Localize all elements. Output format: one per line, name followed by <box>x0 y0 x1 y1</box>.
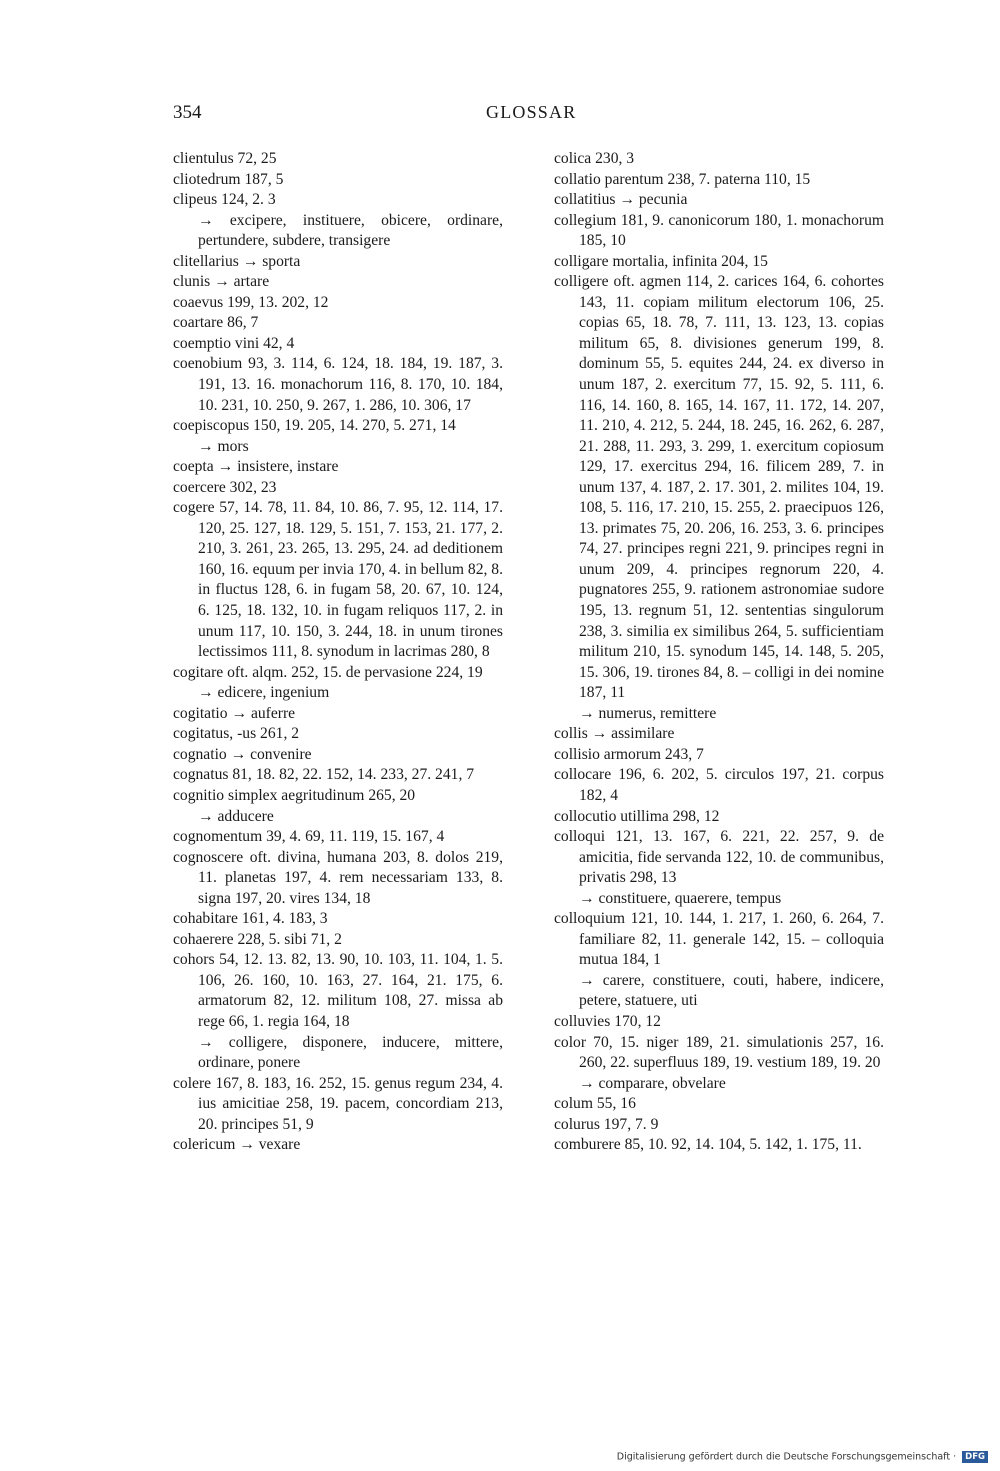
glossary-entry: color 70, 15. niger 189, 21. simulationis 257, 16. 260, 22. superfluus 189, 19. vestium 189, 19. 20 <box>554 1033 884 1072</box>
glossary-column-right <box>554 149 884 1156</box>
glossary-entry: cognatus 81, 18. 82, 22. 152, 14. 233, 27. 241, 7 <box>173 766 475 784</box>
glossary-entry: colurus 197, 7. 9 <box>554 1115 659 1133</box>
glossary-entry: cohaerere 228, 5. sibi 71, 2 <box>173 930 342 948</box>
glossary-entry: cogitatio → auferre <box>173 704 296 722</box>
glossary-entry: coenobium 93, 3. 114, 6. 124, 18. 184, 19. 187, 3. 191, 13. 16. monachorum 116, 8. 170, 10. 184, 10. 231, 10. 250, 9. 267, 1. 286, 10. 306, 17 <box>173 355 503 414</box>
glossary-entry: coaevus 199, 13. 202, 12 <box>173 293 329 311</box>
cross-reference: → carere, constituere, couti, habere, indicere, petere, statuere, uti <box>579 971 884 1010</box>
glossary-entry: colligare mortalia, infinita 204, 15 <box>554 252 768 270</box>
glossary-entry: colere 167, 8. 183, 16. 252, 15. genus regum 234, 4. ius amicitiae 258, 19. pacem, concordiam 213, 20. principes 51, 9 <box>173 1074 503 1133</box>
glossary-entry: colloqui 121, 13. 167, 6. 221, 22. 257, 9. de amicitia, fide servanda 122, 10. de communibus, privatis 298, 13 <box>554 828 884 887</box>
glossary-entry: coercere 302, 23 <box>173 478 277 496</box>
cross-reference: → mors <box>198 437 249 455</box>
cross-reference: → constituere, quaerere, tempus <box>579 889 782 907</box>
glossary-column-left <box>173 149 503 1156</box>
glossary-entry: colum 55, 16 <box>554 1095 636 1113</box>
footer-text: Digitalisierung gefördert durch die Deutsche Forschungsgemeinschaft · <box>616 1451 957 1463</box>
glossary-entry: collatitius → pecunia <box>554 191 688 209</box>
glossary-entry: clipeus 124, 2. 3 <box>173 191 276 209</box>
cross-reference: → edicere, ingenium <box>198 684 330 702</box>
glossary-entry: coepta → insistere, instare <box>173 458 339 476</box>
cross-reference: → excipere, instituere, obicere, ordinare, pertundere, subdere, transigere <box>198 211 503 250</box>
glossary-entry: cognoscere oft. divina, humana 203, 8. dolos 219, 11. planetas 197, 4. rem necessariam 133, 8. signa 197, 20. vires 134, 18 <box>173 848 503 907</box>
glossary-entry: cohors 54, 12. 13. 82, 13. 90, 10. 103, 11. 104, 1. 5. 106, 26. 160, 10. 163, 27. 164, 21. 175, 6. armatorum 82, 12. militum 108, 27. missa ab rege 66, 1. regia 164, 18 <box>173 951 503 1030</box>
footer <box>617 1451 988 1463</box>
glossary-entry: clunis → artare <box>173 273 270 291</box>
glossary-entry: cogere 57, 14. 78, 11. 84, 10. 86, 7. 95, 12. 114, 17. 120, 25. 127, 18. 129, 5. 151, 7. 153, 21. 177, 2. 210, 3. 261, 23. 265, 13. 295, 24. ad deditionem 160, 16. equum per invia 170, 4. in bellum 82, 8. in fluctus 128, 6. in fugam 58, 20. 67, 10. 124, 6. 125, 18. 132, 10. in fugam reliquos 117, 2. in unum 117, 10. 150, 3. 244, 18. in unum tirones lectissimos 111, 8. synodum in lacrimas 280, 8 <box>173 499 503 661</box>
cross-reference: → numerus, remittere <box>579 704 717 722</box>
glossary-entry: coemptio vini 42, 4 <box>173 334 295 352</box>
page-number: 354 <box>173 102 202 123</box>
glossary-entry: cogitatus, -us 261, 2 <box>173 725 300 743</box>
dfg-logo: DFG <box>962 1451 988 1463</box>
glossary-entry: colligere oft. agmen 114, 2. carices 164, 6. cohortes 143, 11. copiam militum electorum 106, 25. copias 65, 18. 78, 7. 111, 13. 123, 13. copias militum 65, 8. divisiones generum 199, 8. dominum 55, 5. equites 244, 24. ex diverso in unum 187, 2. exercitum 77, 15. 92, 5. 111, 6. 116, 14. 160, 8. 165, 14. 167, 11. 172, 14. 207, 11. 210, 4. 212, 5. 244, 18. 245, 16. 262, 6. 287, 21. 288, 11. 293, 3. 299, 1. exercitum copiosum 129, 17. exercitus 294, 16. filicem 289, 7. in unum 137, 4. 187, 2. 17. 301, 2. milites 104, 19. 108, 5. 116, 17. 210, 15. 255, 2. praecipuos 126, 13. primates 75, 20. 206, 16. 253, 3. 6. principes 74, 27. principes regni 221, 9. principes regni in unum 209, 4. principes regnorum 220, 4. pugnatores 255, 9. rationem astronomiae sudore 195, 13. regnum 51, 12. sententias singulorum 238, 3. similia ex similibus 264, 5. sufficientiam militum 210, 15. synodum 145, 14. 148, 5. 205, 15. 306, 19. tirones 84, 8. – colligi in dei nomine 187, 11 <box>554 273 884 702</box>
glossary-entry: clitellarius → sporta <box>173 252 301 270</box>
glossary-entry: colloquium 121, 10. 144, 1. 217, 1. 260, 6. 264, 7. familiare 82, 11. generale 142, 15. – colloquia mutua 184, 1 <box>554 910 884 969</box>
glossary-entry: collis → assimilare <box>554 725 675 743</box>
glossary-entry: cognitio simplex aegritudinum 265, 20 <box>173 786 416 804</box>
glossary-entry: coepiscopus 150, 19. 205, 14. 270, 5. 271, 14 <box>173 417 456 435</box>
glossary-entry: clientulus 72, 25 <box>173 150 277 167</box>
glossary-entry: coartare 86, 7 <box>173 314 259 332</box>
glossary-entry: comburere 85, 10. 92, 14. 104, 5. 142, 1. 175, 11. <box>554 1136 862 1154</box>
glossary-entry: collatio parentum 238, 7. paterna 110, 15 <box>554 170 811 188</box>
glossary-entry: colica 230, 3 <box>554 150 635 167</box>
running-head: GLOSSAR <box>486 102 577 122</box>
cross-reference: → comparare, obvelare <box>579 1074 726 1092</box>
glossary-entry: cognatio → convenire <box>173 745 312 763</box>
glossary-entry: cogitare oft. alqm. 252, 15. de pervasione 224, 19 <box>173 663 483 681</box>
glossary-entry: collisio armorum 243, 7 <box>554 745 704 763</box>
glossary-entry: collocare 196, 6. 202, 5. circulos 197, 21. corpus 182, 4 <box>554 766 884 804</box>
glossary-entry: colluvies 170, 12 <box>554 1012 661 1030</box>
glossary-entry: cohabitare 161, 4. 183, 3 <box>173 910 328 928</box>
glossary-entry: cognomentum 39, 4. 69, 11. 119, 15. 167, 4 <box>173 828 445 846</box>
cross-reference: → colligere, disponere, inducere, mittere, ordinare, ponere <box>198 1033 503 1072</box>
glossary-entry: colericum → vexare <box>173 1136 301 1154</box>
glossary-entry: cliotedrum 187, 5 <box>173 170 284 188</box>
glossary-entry: collegium 181, 9. canonicorum 180, 1. monachorum 185, 10 <box>554 211 884 250</box>
cross-reference: → adducere <box>198 807 274 825</box>
glossary-entry: collocutio utillima 298, 12 <box>554 807 720 825</box>
